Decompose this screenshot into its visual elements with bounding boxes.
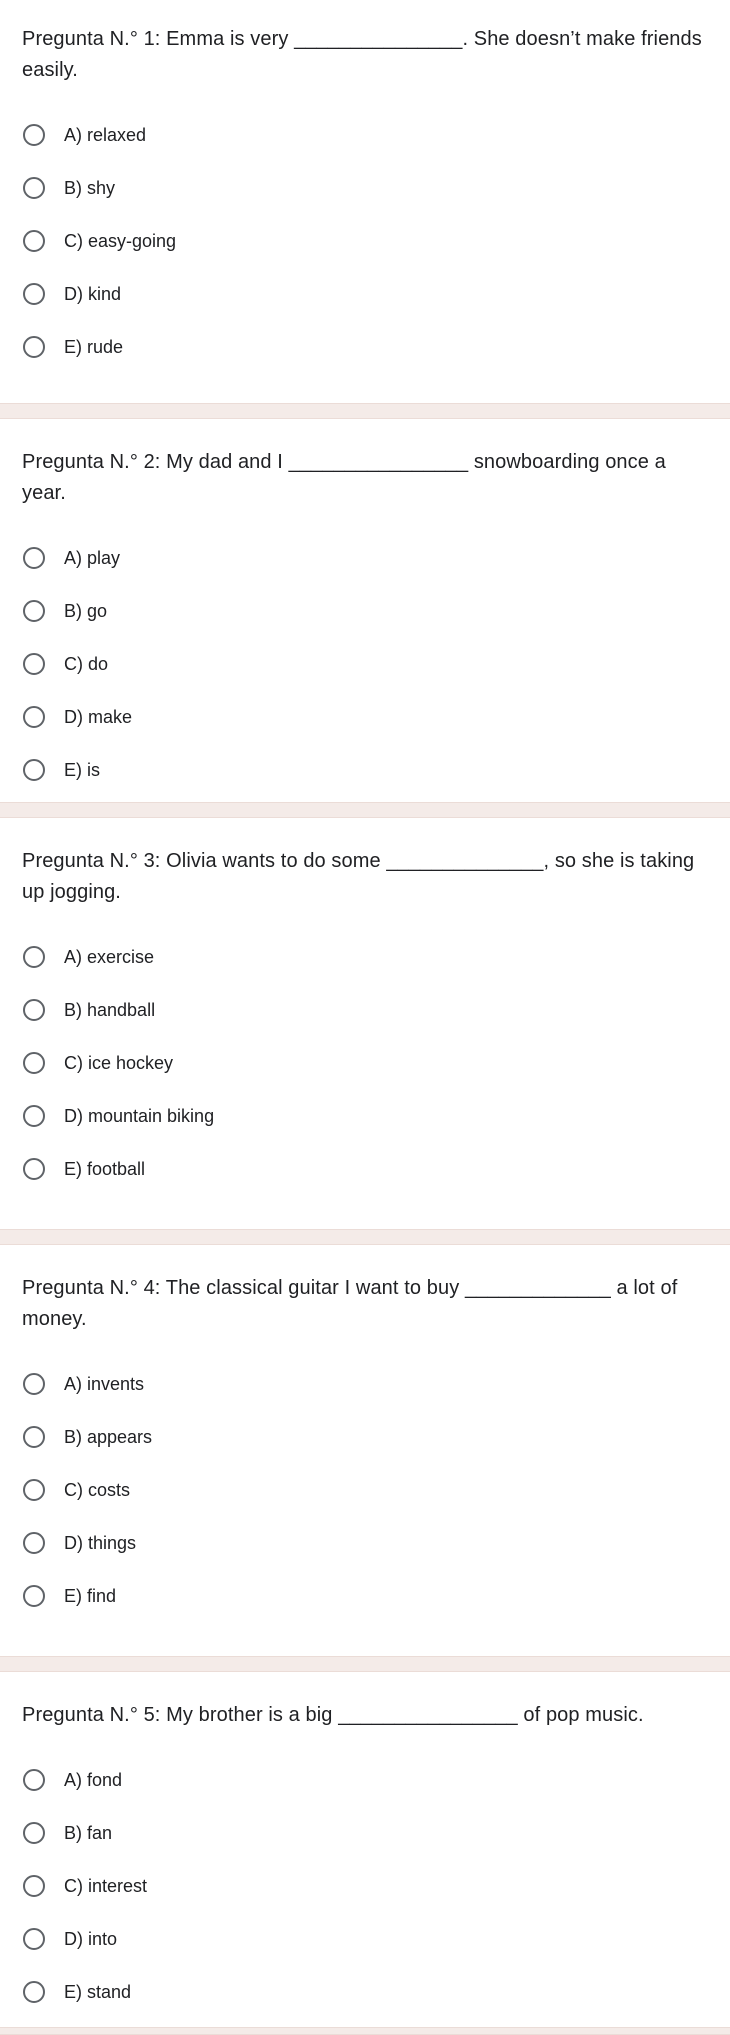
option-label: A) play <box>64 547 121 568</box>
section-divider <box>0 1656 730 1672</box>
question-text: Pregunta N.° 5: My brother is a big ________________ of pop music. <box>22 1704 644 1726</box>
radio-button[interactable] <box>23 1769 45 1791</box>
option-b[interactable] <box>22 983 708 1036</box>
radio-button[interactable] <box>23 1585 45 1607</box>
option-b[interactable] <box>22 161 708 214</box>
option-d[interactable] <box>22 1912 708 1965</box>
section-divider <box>0 403 730 419</box>
radio-button[interactable] <box>23 1875 45 1897</box>
option-label: C) costs <box>64 1479 131 1500</box>
question-text: Pregunta N.° 2: My dad and I ________________ snowboarding once a year. <box>22 451 666 504</box>
option-c[interactable] <box>22 1859 708 1912</box>
option-a[interactable] <box>22 1357 708 1410</box>
option-label: D) into <box>64 1928 118 1949</box>
option-label: C) ice hockey <box>64 1052 174 1073</box>
option-label: E) is <box>64 759 100 780</box>
question-card-1 <box>0 0 730 403</box>
option-label: C) interest <box>64 1875 148 1896</box>
section-divider <box>0 802 730 818</box>
option-e[interactable] <box>22 743 708 796</box>
question-card-4 <box>0 1245 730 1656</box>
option-label: E) rude <box>64 336 124 357</box>
radio-button[interactable] <box>23 999 45 1021</box>
option-d[interactable] <box>22 1516 708 1569</box>
option-d[interactable] <box>22 690 708 743</box>
option-label: B) go <box>64 600 108 621</box>
option-label: A) invents <box>64 1373 145 1394</box>
option-label: B) handball <box>64 999 156 1020</box>
radio-button[interactable] <box>23 283 45 305</box>
option-a[interactable] <box>22 1753 708 1806</box>
option-label: C) do <box>64 653 109 674</box>
option-e[interactable] <box>22 1569 708 1622</box>
option-label: C) easy-going <box>64 230 177 251</box>
option-d[interactable] <box>22 1089 708 1142</box>
radio-button[interactable] <box>23 1532 45 1554</box>
option-label: A) relaxed <box>64 124 147 145</box>
question-card-2 <box>0 419 730 802</box>
option-label: B) appears <box>64 1426 153 1447</box>
radio-button[interactable] <box>23 1981 45 2003</box>
radio-button[interactable] <box>23 336 45 358</box>
section-divider <box>0 1229 730 1245</box>
option-a[interactable] <box>22 930 708 983</box>
radio-button[interactable] <box>23 1822 45 1844</box>
option-d[interactable] <box>22 267 708 320</box>
question-text: Pregunta N.° 4: The classical guitar I want to buy _____________ a lot of money. <box>22 1277 678 1330</box>
radio-button[interactable] <box>23 1373 45 1395</box>
question-card-3 <box>0 818 730 1229</box>
question-card-5 <box>0 1672 730 2027</box>
option-label: D) make <box>64 706 133 727</box>
question-text: Pregunta N.° 1: Emma is very _______________. She doesn’t make friends easily. <box>22 28 702 81</box>
radio-button[interactable] <box>23 1479 45 1501</box>
section-divider <box>0 2027 730 2035</box>
radio-button[interactable] <box>23 1105 45 1127</box>
option-label: B) shy <box>64 177 116 198</box>
option-a[interactable] <box>22 531 708 584</box>
radio-button[interactable] <box>23 1426 45 1448</box>
radio-button[interactable] <box>23 1158 45 1180</box>
option-b[interactable] <box>22 1410 708 1463</box>
radio-button[interactable] <box>23 706 45 728</box>
option-c[interactable] <box>22 214 708 267</box>
radio-button[interactable] <box>23 600 45 622</box>
option-label: D) mountain biking <box>64 1105 215 1126</box>
radio-button[interactable] <box>23 1928 45 1950</box>
radio-button[interactable] <box>23 177 45 199</box>
option-label: E) stand <box>64 1981 132 2002</box>
option-label: E) find <box>64 1585 117 1606</box>
option-label: A) exercise <box>64 946 155 967</box>
option-label: E) football <box>64 1158 146 1179</box>
option-e[interactable] <box>22 1965 708 2018</box>
radio-button[interactable] <box>23 230 45 252</box>
option-label: A) fond <box>64 1769 123 1790</box>
option-label: D) kind <box>64 283 122 304</box>
option-label: B) fan <box>64 1822 113 1843</box>
option-c[interactable] <box>22 637 708 690</box>
option-c[interactable] <box>22 1463 708 1516</box>
radio-button[interactable] <box>23 1052 45 1074</box>
radio-button[interactable] <box>23 547 45 569</box>
option-b[interactable] <box>22 1806 708 1859</box>
radio-button[interactable] <box>23 946 45 968</box>
option-label: D) things <box>64 1532 137 1553</box>
option-e[interactable] <box>22 320 708 373</box>
option-c[interactable] <box>22 1036 708 1089</box>
option-b[interactable] <box>22 584 708 637</box>
question-text: Pregunta N.° 3: Olivia wants to do some ______________, so she is taking up jogging. <box>22 850 695 903</box>
radio-button[interactable] <box>23 124 45 146</box>
option-e[interactable] <box>22 1142 708 1195</box>
radio-button[interactable] <box>23 759 45 781</box>
option-a[interactable] <box>22 108 708 161</box>
radio-button[interactable] <box>23 653 45 675</box>
